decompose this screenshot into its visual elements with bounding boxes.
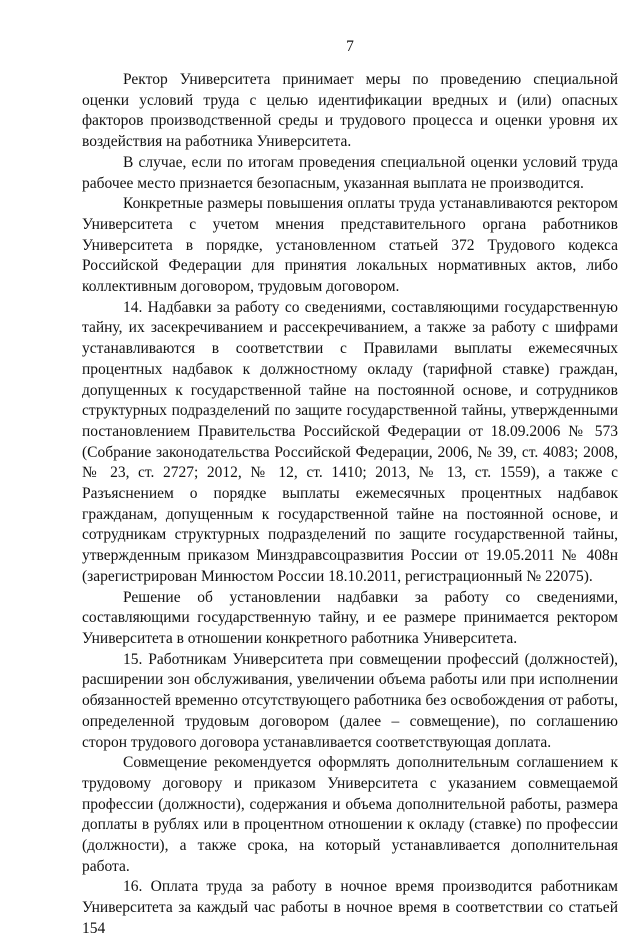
- paragraph-special-assessment: Ректор Университета принимает меры по проведению специальной оценки условий труда с целью идентификации вредных и (или) опасных факторов производственной среды и трудового процесса и оценки уровня их воздействия на работника Университета.: [82, 71, 618, 151]
- paragraph-combination-formalization: Совмещение рекомендуется оформлять дополнительным соглашением к трудовому договору и приказом Университета с указанием совмещаемой профессии (должности), содержания и объема дополнительной работы, размера доплаты в рублях или в процентном отношении к окладу (ставке) по профессии (должности), а также срока, на который устанавливается дополнительная работа.: [82, 754, 618, 875]
- document-body: [82, 70, 618, 940]
- paragraph-pay-increase: Конкретные размеры повышения оплаты труда устанавливаются ректором Университета с учетом мнения представительного органа работников Университета в порядке, установленном статьей 372 Трудового кодекса Российской Федерации для принятия локальных нормативных актов, либо коллективным договором, трудовым договором.: [82, 195, 618, 296]
- paragraph-allowance-decision: Решение об установлении надбавки за работу со сведениями, составляющими государственную тайну, и ее размере принимается ректором Университета в отношении конкретного работника Университета.: [82, 588, 618, 647]
- paragraph-item-16: 16. Оплата труда за работу в ночное время производится работникам Университета за каждый час работы в ночное время в соответствии со статьей 154: [82, 878, 618, 937]
- paragraph-item-14: 14. Надбавки за работу со сведениями, составляющими государственную тайну, их засекречиванием и рассекречиванием, а также за работу с шифрами устанавливаются в соответствии с Правилами выплаты ежемесячных процентных надбавок к должностному окладу (тарифной ставке) граждан, допущенных к государственной тайне на постоянной основе, и сотрудников структурных подразделений по защите государственной тайны, утвержденными постановлением Правительства Российской Федерации от 18.09.2006 № 573 (Собрание законодательства Российской Федерации, 2006, № 39, ст. 4083; 2008, № 23, ст. 2727; 2012, № 12, ст. 1410; 2013, № 13, ст. 1559), а также с Разъяснением о порядке выплаты ежемесячных процентных надбавок гражданам, допущенным к государственной тайне на постоянной основе, и сотрудникам структурных подразделений по защите государственной тайны, утвержденным приказом Минздравсоцразвития России от 19.05.2011 № 408н (зарегистрирован Минюстом России 18.10.2011, регистрационный № 22075).: [82, 298, 618, 585]
- page-number: 7: [346, 38, 354, 55]
- paragraph-item-15: 15. Работникам Университета при совмещении профессий (должностей), расширении зон обслуживания, увеличении объема работы или при исполнении обязанностей временно отсутствующего работника без освобождения от работы, определенной трудовым договором (далее – совмещение), по соглашению сторон трудового договора устанавливается соответствующая доплата.: [82, 650, 618, 751]
- paragraph-safe-workplace: В случае, если по итогам проведения специальной оценки условий труда рабочее место признается безопасным, указанная выплата не производится.: [82, 153, 618, 192]
